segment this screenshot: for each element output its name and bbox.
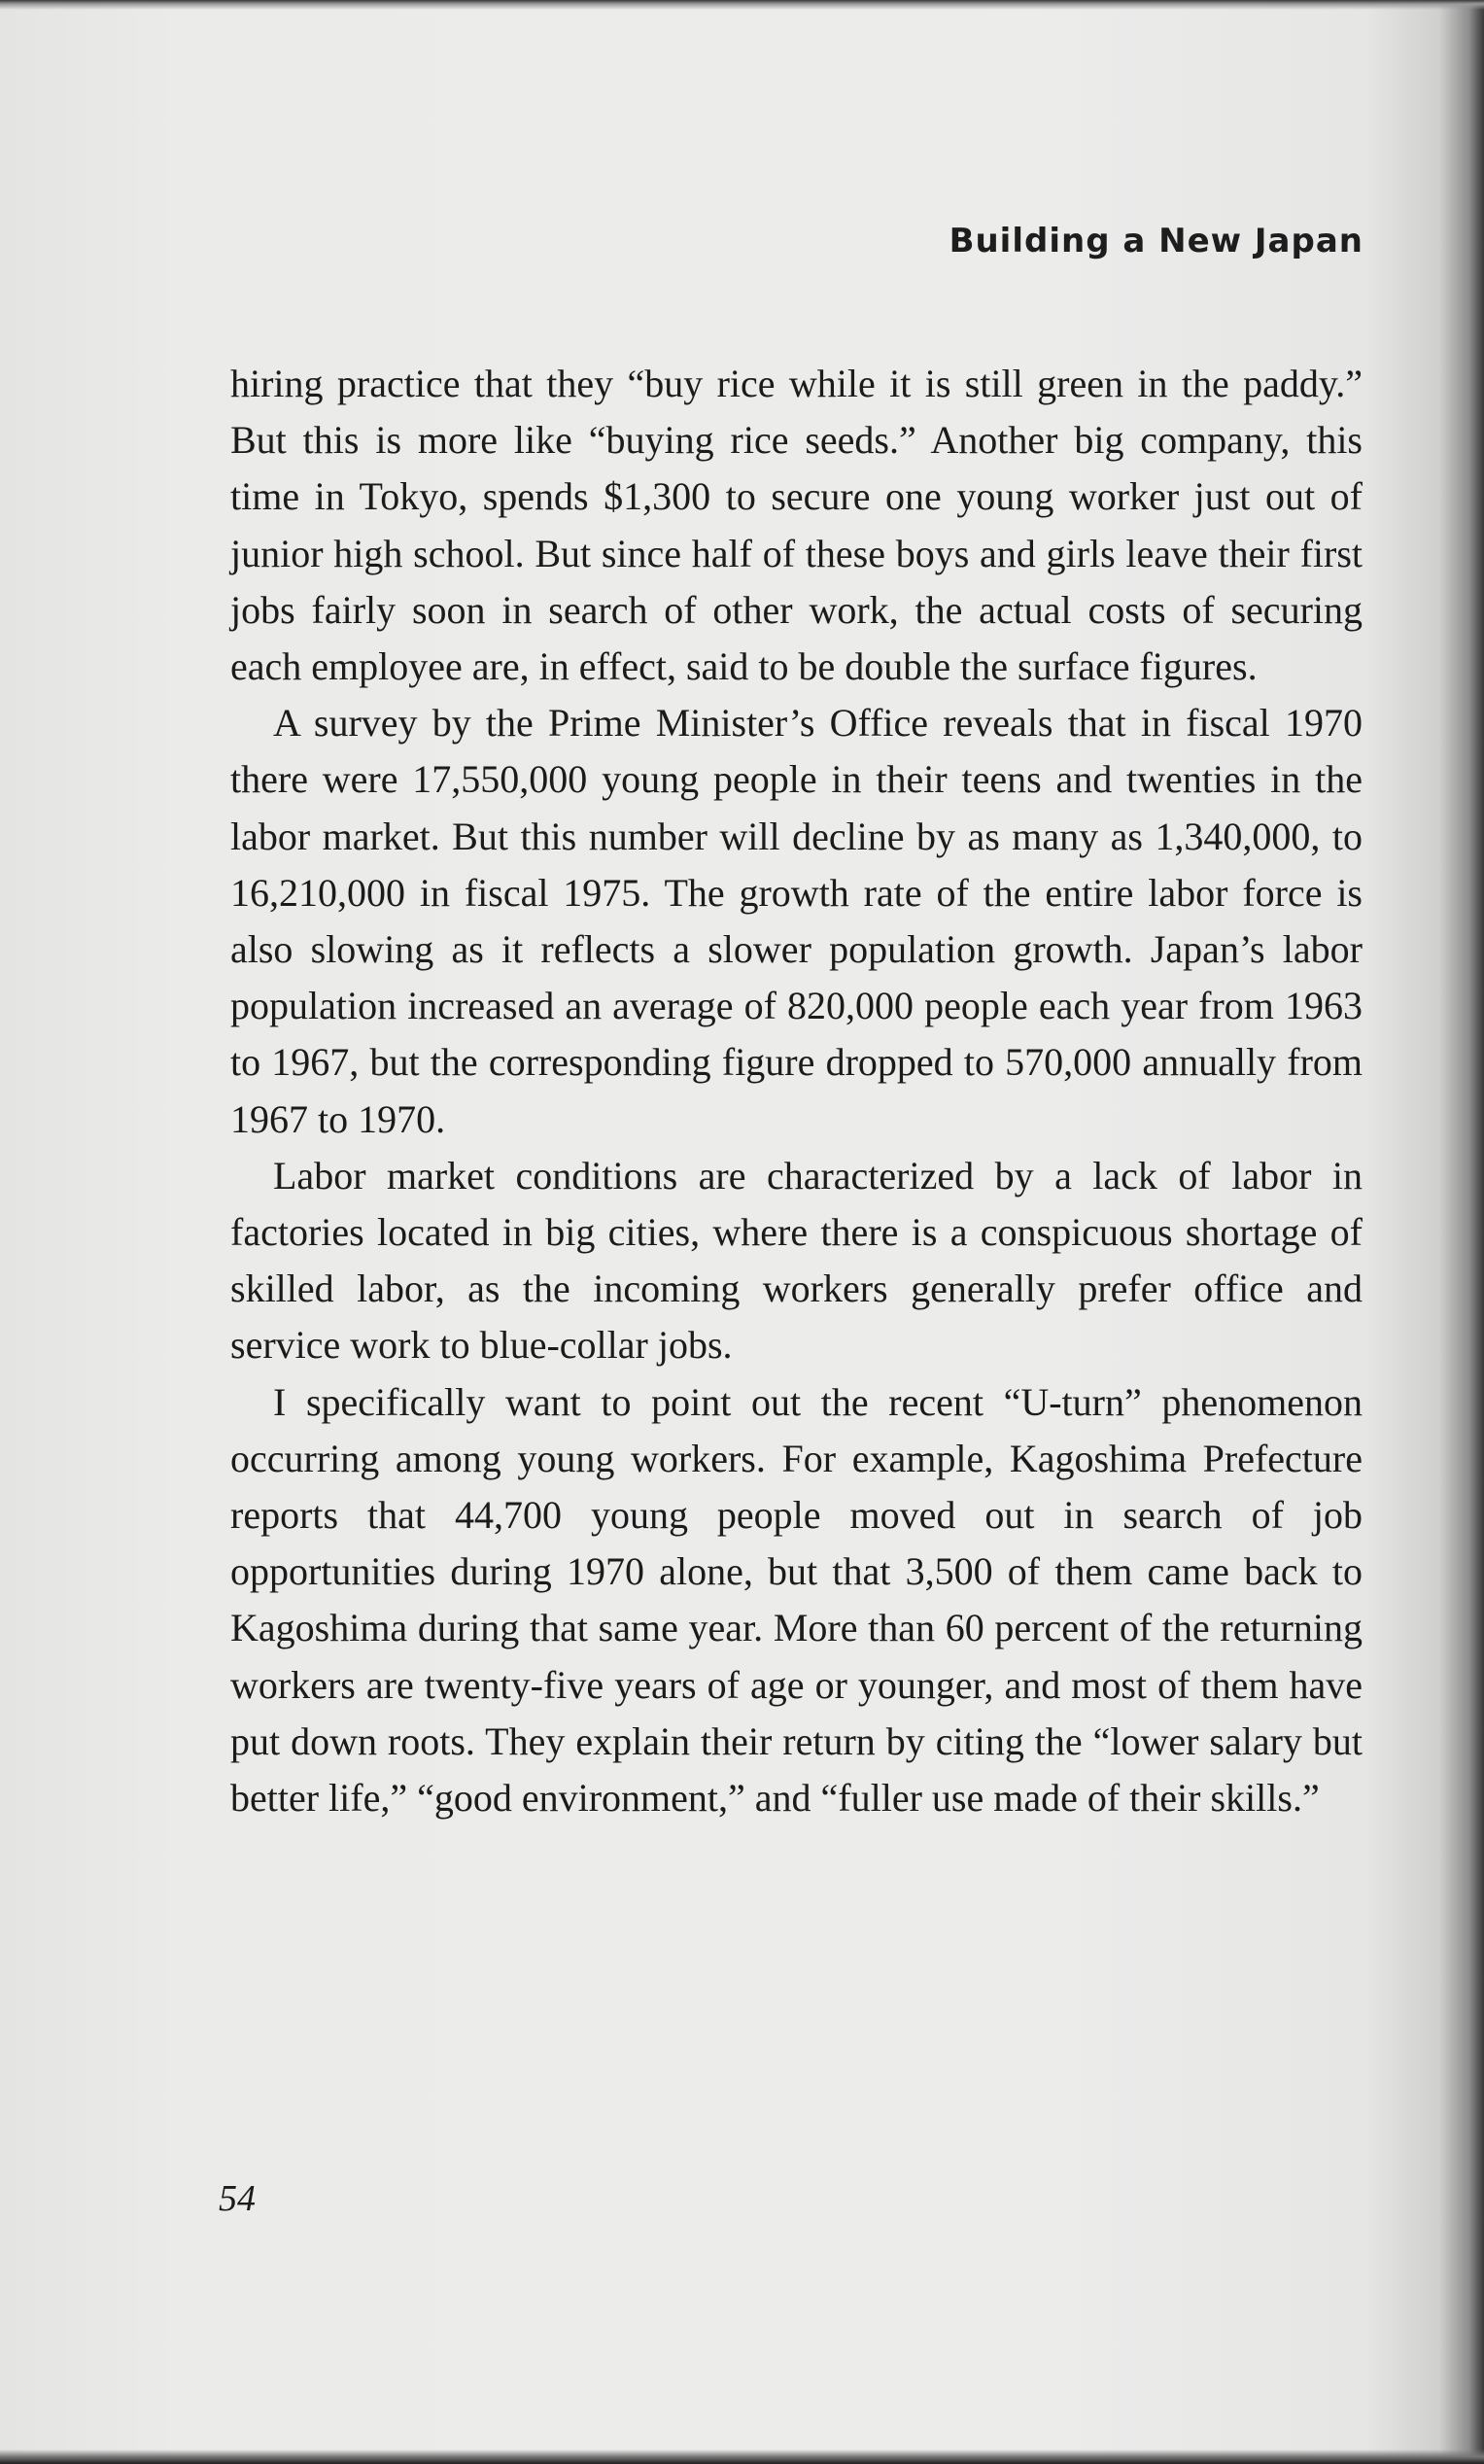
- paragraph-labor-market: Labor market conditions are characterized by a lack of labor in factories located in big cities, where there is a conspicuous shortage of skilled labor, as the incoming workers generally prefer office and service work to blue-collar jobs.: [230, 1153, 1363, 1368]
- paragraph-survey: A survey by the Prime Minister’s Office reveals that in fiscal 1970 there were 17,550,000 young people in their teens and twenties in the labor market. But this number will decline by as many as 1,340,000, to 16,210,000 in fiscal 1975. The growth rate of the entire labor force is also slowing as it reflects a slower population growth. Japan’s labor population increased an average of 820,000 people each year from 1963 to 1967, but the corresponding figure dropped to 570,000 annually from 1967 to 1970.: [230, 701, 1363, 1141]
- running-header-title: Building a New Japan: [949, 222, 1363, 260]
- paragraph-u-turn: I specifically want to point out the recent “U-turn” phenomenon occurring among young workers. For example, Kagoshima Prefecture reports that 44,700 young people moved out in search of job opportunities during 1970 alone, but that 3,500 of them came back to Kagoshima during that same year. More than 60 percent of the returning workers are twenty-five years of age or younger, and most of them have put down roots. They explain their return by citing the “lower salary but better life,” “good environment,” and “fuller use made of their skills.”: [230, 1379, 1363, 1821]
- body-text: [230, 356, 1363, 1826]
- page-bottom-edge: [0, 2449, 1484, 2464]
- paragraph-continued: hiring practice that they “buy rice while it is still green in the paddy.” But this is more like “buying rice seeds.” Another big company, this time in Tokyo, spends $1,300 to secure one young worker just out of junior high school. But since half of these boys and girls leave their first jobs fairly soon in search of other work, the actual costs of securing each employee are, in effect, said to be double the surface figures.: [230, 362, 1363, 689]
- page-number: 54: [219, 2178, 256, 2219]
- page-top-edge: [0, 0, 1484, 10]
